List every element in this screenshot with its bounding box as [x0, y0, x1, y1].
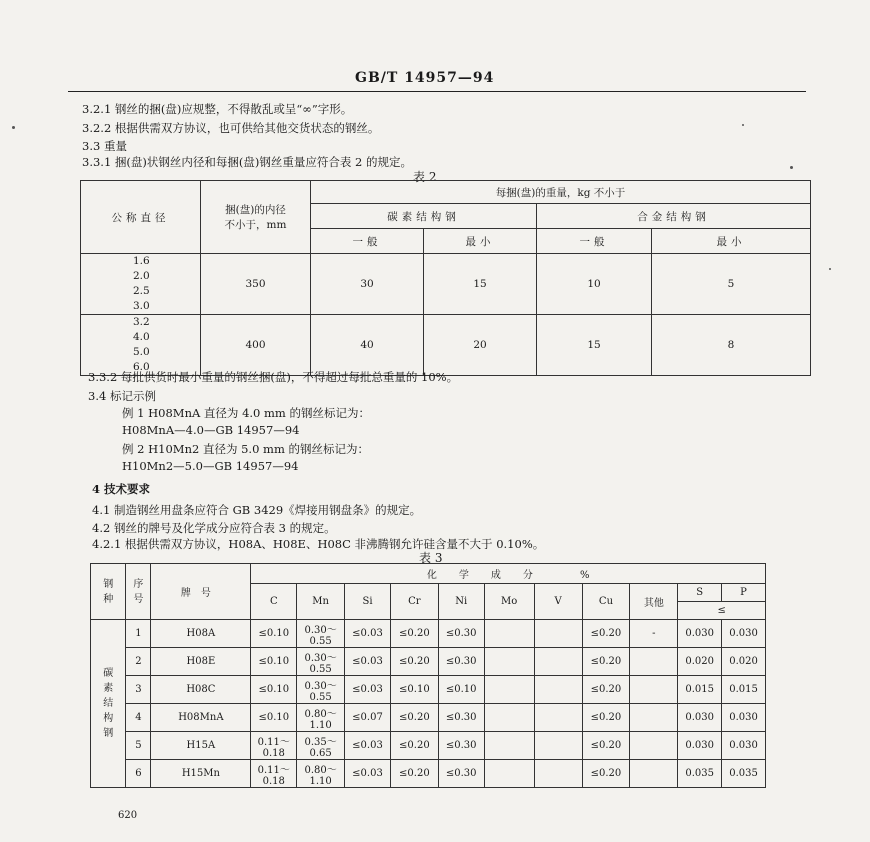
table-row: [91, 760, 766, 788]
table-row: [81, 315, 811, 376]
paragraph-4-2-1: 4.2.1 根据供需双方协议，H08A、H08E、H08C 非沸腾钢允许硅含量不大于 0.10%。: [92, 537, 545, 551]
table2-alloy-normal: 10: [537, 254, 652, 315]
table3-s: 0.035: [678, 760, 722, 788]
table3-cu: ≤0.20: [582, 732, 630, 760]
section-3-3-heading: 3.3 重量: [82, 139, 127, 153]
table-row: [91, 676, 766, 704]
table3-cu: ≤0.20: [582, 648, 630, 676]
table3-mo: [484, 648, 534, 676]
table3-c: 0.11～0.18: [251, 732, 297, 760]
scan-speck: [829, 268, 831, 270]
table3-s: 0.015: [678, 676, 722, 704]
paragraph-3-3-1: 3.3.1 捆(盘)状钢丝内径和每捆(盘)钢丝重量应符合表 2 的规定。: [82, 155, 412, 169]
section-4-heading: 4 技术要求: [92, 482, 151, 496]
header-rule: [68, 91, 806, 92]
table2-header-alloy-steel: 合金结构钢: [537, 204, 811, 229]
table3-mn: 0.80～1.10: [297, 704, 345, 732]
table3-p: 0.030: [722, 620, 766, 648]
table3-mo: [484, 760, 534, 788]
table3-si: ≤0.03: [345, 620, 391, 648]
table2-size: 6.0: [133, 361, 150, 373]
table3-cr: ≤0.10: [390, 676, 438, 704]
table3-header-seq: [126, 564, 151, 620]
table3-mn: 0.30～0.55: [297, 620, 345, 648]
table2-header-carbon-normal: 一般: [311, 229, 424, 254]
table3-p: 0.030: [722, 704, 766, 732]
table3-cr: ≤0.20: [390, 648, 438, 676]
table3-si: ≤0.03: [345, 760, 391, 788]
table3-grade: H08A: [151, 620, 251, 648]
table3-header-si: Si: [345, 584, 391, 620]
example-2-text: 例 2 H10Mn2 直径为 5.0 mm 的钢丝标记为：: [122, 442, 370, 456]
table3-group-char: 构: [103, 713, 114, 724]
table3-caption: 表 3: [419, 551, 443, 565]
table3-mo: [484, 732, 534, 760]
example-1-mark: H08MnA—4.0—GB 14957—94: [122, 423, 300, 437]
table3-group-char: 碳: [103, 668, 114, 679]
table-row: [91, 648, 766, 676]
table3-ni: ≤0.30: [438, 648, 484, 676]
paragraph-4-1: 4.1 制造钢丝用盘条应符合 GB 3429《焊接用钢盘条》的规定。: [92, 503, 422, 517]
table2-size: 5.0: [133, 346, 150, 358]
table3-other: [630, 704, 678, 732]
table3-c: ≤0.10: [251, 704, 297, 732]
scan-speck: [12, 126, 15, 129]
table-row: [91, 732, 766, 760]
table3-no: 5: [126, 732, 151, 760]
paragraph-3-2-1: 3.2.1 钢丝的捆(盘)应规整，不得散乱或呈“∞”字形。: [82, 102, 353, 116]
table3-mo: [484, 676, 534, 704]
table2-size: 1.6: [133, 255, 150, 267]
table3-header-steel-type-char: 种: [103, 593, 114, 605]
table3-c: ≤0.10: [251, 676, 297, 704]
table3-header-mn: Mn: [297, 584, 345, 620]
table3-other: [630, 732, 678, 760]
table2-alloy-min: 8: [652, 315, 811, 376]
table2-sizes-cell: [81, 254, 201, 315]
table3-v: [534, 648, 582, 676]
table3-header-composition: [251, 564, 766, 584]
table2-caption: 表 2: [413, 170, 437, 184]
table3-v: [534, 732, 582, 760]
table-row: [91, 620, 766, 648]
table3-cr: ≤0.20: [390, 760, 438, 788]
table3-header-mo: Mo: [484, 584, 534, 620]
table3-header-cu: Cu: [582, 584, 630, 620]
table3-cr: ≤0.20: [390, 620, 438, 648]
table3-header-p: P: [722, 584, 766, 602]
table3-no: 3: [126, 676, 151, 704]
table3-v: [534, 704, 582, 732]
table3-other: [630, 676, 678, 704]
example-1-text: 例 1 H08MnA 直径为 4.0 mm 的钢丝标记为：: [122, 406, 370, 420]
table2-alloy-normal: 15: [537, 315, 652, 376]
section-3-4-heading: 3.4 标记示例: [88, 389, 156, 403]
table-row: [91, 704, 766, 732]
table3-header-grade: 牌号: [151, 564, 251, 620]
table3-s: 0.030: [678, 704, 722, 732]
table3-c: ≤0.10: [251, 620, 297, 648]
table3-other: [630, 760, 678, 788]
table2-header-inner-diameter-label: 捆(盘)的内径: [225, 204, 286, 216]
table3-no: 4: [126, 704, 151, 732]
table3-header-seq-char: 号: [133, 593, 144, 605]
table3-header-le: ≤: [678, 602, 766, 620]
table2-size: 4.0: [133, 331, 150, 343]
table2-header-carbon-min: 最小: [424, 229, 537, 254]
table3-header-other: 其他: [630, 584, 678, 620]
table3-cu: ≤0.20: [582, 760, 630, 788]
table3-ni: ≤0.30: [438, 620, 484, 648]
table-row: [81, 254, 811, 315]
table3-si: ≤0.03: [345, 648, 391, 676]
table3-grade: H15Mn: [151, 760, 251, 788]
paragraph-4-2: 4.2 钢丝的牌号及化学成分应符合表 3 的规定。: [92, 521, 336, 535]
table3-cu: ≤0.20: [582, 704, 630, 732]
table3-header-c: C: [251, 584, 297, 620]
table3-cr: ≤0.20: [390, 732, 438, 760]
table3-v: [534, 620, 582, 648]
table2-header-alloy-normal: 一般: [537, 229, 652, 254]
table3-si: ≤0.03: [345, 676, 391, 704]
table3-header-v: V: [534, 584, 582, 620]
table3-cu: ≤0.20: [582, 620, 630, 648]
table2: [80, 180, 811, 376]
scan-speck: [790, 166, 793, 169]
table3-header-steel-type-char: 钢: [103, 578, 114, 590]
table2-header-inner-diameter: [201, 181, 311, 254]
table2-header-inner-diameter-unit: 不小于，mm: [224, 219, 287, 231]
table3-mn: 0.80～1.10: [297, 760, 345, 788]
page-number: 620: [118, 810, 138, 821]
table3-cr: ≤0.20: [390, 704, 438, 732]
table3-group-char: 素: [103, 683, 114, 694]
table3-other: -: [630, 620, 678, 648]
table3-no: 6: [126, 760, 151, 788]
paragraph-3-2-2: 3.2.2 根据供需双方协议，也可供给其他交货状态的钢丝。: [82, 121, 380, 135]
table3-group-carbon-steel: [91, 620, 126, 788]
table3-s: 0.030: [678, 620, 722, 648]
table3-mo: [484, 704, 534, 732]
table3-p: 0.030: [722, 732, 766, 760]
table2-size: 2.5: [133, 285, 150, 297]
table3-p: 0.015: [722, 676, 766, 704]
table3-c: ≤0.10: [251, 648, 297, 676]
table3-header-steel-type: [91, 564, 126, 620]
table2-carbon-normal: 30: [311, 254, 424, 315]
table3-mn: 0.30～0.55: [297, 648, 345, 676]
table3-p: 0.035: [722, 760, 766, 788]
table3-mn: 0.30～0.55: [297, 676, 345, 704]
table2-alloy-min: 5: [652, 254, 811, 315]
table2-carbon-min: 20: [424, 315, 537, 376]
table3-mo: [484, 620, 534, 648]
table2-header-diameter: 公称直径: [81, 181, 201, 254]
standard-header: GB/T 14957—94: [355, 70, 495, 86]
table3-s: 0.020: [678, 648, 722, 676]
table3-group-char: 结: [103, 698, 114, 709]
table2-header-alloy-min: 最小: [652, 229, 811, 254]
table3-v: [534, 676, 582, 704]
paragraph-3-3-2: 3.3.2 每批供货时最小重量的钢丝捆(盘)，不得超过每批总重量的 10%。: [88, 370, 459, 384]
table2-header-carbon-steel: 碳素结构钢: [311, 204, 537, 229]
table2-sizes-cell: [81, 315, 201, 376]
table3-header-composition-unit: %: [580, 570, 590, 581]
table3-p: 0.020: [722, 648, 766, 676]
table3-ni: ≤0.30: [438, 704, 484, 732]
table3-ni: ≤0.10: [438, 676, 484, 704]
table2-header-weight: 每捆(盘)的重量，kg 不小于: [311, 181, 811, 204]
table2-carbon-normal: 40: [311, 315, 424, 376]
table3-header-seq-char: 序: [133, 578, 144, 590]
table3-group-char: 钢: [103, 728, 114, 739]
table3-cu: ≤0.20: [582, 676, 630, 704]
table3-header-cr: Cr: [390, 584, 438, 620]
table2-size: 3.0: [133, 300, 150, 312]
table3-grade: H08E: [151, 648, 251, 676]
table3-mn: 0.35～0.65: [297, 732, 345, 760]
table3-grade: H08C: [151, 676, 251, 704]
scan-speck: [742, 124, 744, 126]
table3-ni: ≤0.30: [438, 732, 484, 760]
example-2-mark: H10Mn2—5.0—GB 14957—94: [122, 459, 299, 473]
table2-size: 3.2: [133, 316, 150, 328]
table3-c: 0.11～0.18: [251, 760, 297, 788]
table3-ni: ≤0.30: [438, 760, 484, 788]
table3-v: [534, 760, 582, 788]
table3-no: 2: [126, 648, 151, 676]
table3-grade: H15A: [151, 732, 251, 760]
table3-header-composition-label: 化学成分: [426, 570, 555, 581]
table3-si: ≤0.07: [345, 704, 391, 732]
table2-inner-diameter: 350: [201, 254, 311, 315]
table3-no: 1: [126, 620, 151, 648]
table3-si: ≤0.03: [345, 732, 391, 760]
table2-size: 2.0: [133, 270, 150, 282]
table3-header-ni: Ni: [438, 584, 484, 620]
table2-inner-diameter: 400: [201, 315, 311, 376]
table3-s: 0.030: [678, 732, 722, 760]
table3-header-s: S: [678, 584, 722, 602]
table3-grade: H08MnA: [151, 704, 251, 732]
table3-other: [630, 648, 678, 676]
table3: [90, 563, 766, 788]
table2-carbon-min: 15: [424, 254, 537, 315]
